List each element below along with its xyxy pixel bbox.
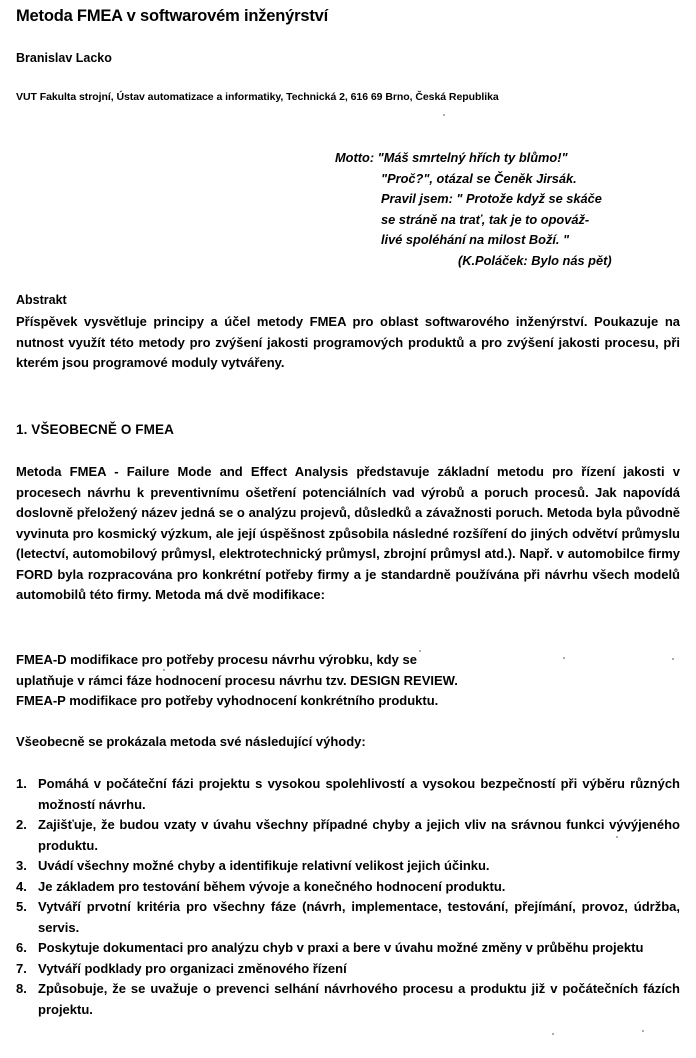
motto-attribution: (K.Poláček: Bylo nás pět) (458, 252, 612, 268)
abstract-heading: Abstrakt (16, 293, 67, 307)
scan-speckle (616, 836, 618, 838)
scan-speckle (419, 650, 421, 652)
scan-speckle (443, 114, 445, 116)
motto-line-2: "Proč?", otázal se Čeněk Jirsák. (381, 170, 577, 186)
motto-line-3: Pravil jsem: " Protože když se skáče (381, 191, 602, 206)
list-item-text: Uvádí všechny možné chyby a identifikuje relativní velikost jejich účinku. (38, 858, 490, 873)
abstract-body: Příspěvek vysvětluje principy a účel metody FMEA pro oblast softwarového inženýrství. Poukazuje na nutnost využít této metody pro zvýšení jakosti programových produktů a pro zvýšení jakosti procesu, při kterém jsou programové moduly vytvářeny. (16, 314, 680, 370)
author-name: Branislav Lacko (16, 51, 112, 65)
author-affiliation: VUT Fakulta strojní, Ústav automatizace a informatiky, Technická 2, 616 69 Brno, Česká Republika (16, 91, 499, 103)
scan-speckle (563, 657, 565, 659)
list-item (16, 897, 680, 938)
page-title: Metoda FMEA v softwarovém inženýrství (16, 7, 328, 25)
list-item-text: Vytváří podklady pro organizaci změnového řízení (38, 960, 347, 976)
motto-line-5: livé spoléhání na milost Boží. " (381, 232, 570, 247)
scan-speckle (672, 658, 674, 660)
list-item (16, 774, 680, 815)
list-item-number: 6. (16, 940, 27, 955)
list-item-text: Způsobuje, že se uvažuje o prevenci selhání návrhového procesu a produktu již v počátečních fázích projektu. (38, 981, 680, 1017)
list-item-text: Pomáhá v počáteční fázi projektu s vysokou spolehlivostí a vysokou bezpečností při výběru různých možností návrhu. (38, 776, 680, 812)
list-item-text: Zajišťuje, že budou vzaty v úvahu všechny případné chyby a jejich vliv na srávnou funkci vývýjeného produktu. (38, 817, 680, 853)
fmea-d-line-2: uplatňuje v rámci fáze hodnocení procesu návrhu tzv. DESIGN REVIEW. (16, 672, 458, 688)
list-item-number: 2. (16, 817, 27, 832)
list-item (16, 815, 680, 856)
advantages-intro: Všeobecně se prokázala metoda své následující výhody: (16, 734, 366, 749)
motto-line-4: se stráně na trať, tak je to opováž- (381, 211, 590, 227)
fmea-p-line: FMEA-P modifikace pro potřeby vyhodnocení konkrétního produktu. (16, 693, 439, 708)
list-item-text: Je základem pro testování během vývoje a konečného hodnocení produktu. (38, 878, 506, 894)
list-item (16, 959, 680, 980)
motto-line-1: Motto: "Máš smrtelný hřích ty blůmo!" (335, 150, 568, 165)
list-item-number: 4. (16, 878, 27, 894)
list-item (16, 877, 680, 898)
list-item-number: 7. (16, 960, 27, 976)
list-item (16, 979, 680, 1020)
list-item-number: 5. (16, 899, 27, 914)
list-item-text: Poskytuje dokumentaci pro analýzu chyb v praxi a bere v úvahu možné změny v průběhu projektu (38, 940, 644, 955)
list-item-number: 1. (16, 776, 27, 791)
list-item-number: 3. (16, 858, 27, 873)
fmea-d-line-1: FMEA-D modifikace pro potřeby procesu návrhu výrobku, kdy se (16, 652, 417, 667)
advantages-list (16, 774, 680, 1020)
section-1-paragraph: Metoda FMEA - Failure Mode and Effect Analysis představuje základní metodu pro řízení jakosti v procesech návrhu k preventivnímu ošetření potenciálních vad výrobů a poruch procesů. Jak napovídá doslovně přeložený název jedná se o analýzu projevů, důsledků a závažnosti poruch. Metoda byla původně vyvinuta pro kosmický výzkum, ale její úspěšnost způsobila následné rozšíření do jiných odvětví průmyslu (letectví, automobilový průmysl, elektrotechnický průmysl, zbrojní průmysl atd.). Např. v automobilce firmy FORD byla rozpracována pro konkrétní potřeby firmy a je standardně používána při návrhu všech modelů automobilů této firmy. Metoda má dvě modifikace: (16, 464, 680, 602)
scan-speckle (642, 1030, 644, 1032)
list-item-text: Vytváří prvotní kritéria pro všechny fáze (návrh, implementace, testování, přejímání, provoz, údržba, servis. (38, 899, 680, 935)
list-item-number: 8. (16, 981, 27, 996)
section-1-heading: 1. VŠEOBECNĚ O FMEA (16, 422, 174, 437)
list-item (16, 938, 680, 959)
motto-block (335, 148, 690, 271)
scan-speckle (552, 1033, 554, 1035)
scan-speckle (163, 669, 165, 671)
fmea-modifications-block (16, 650, 680, 712)
list-item (16, 856, 680, 877)
